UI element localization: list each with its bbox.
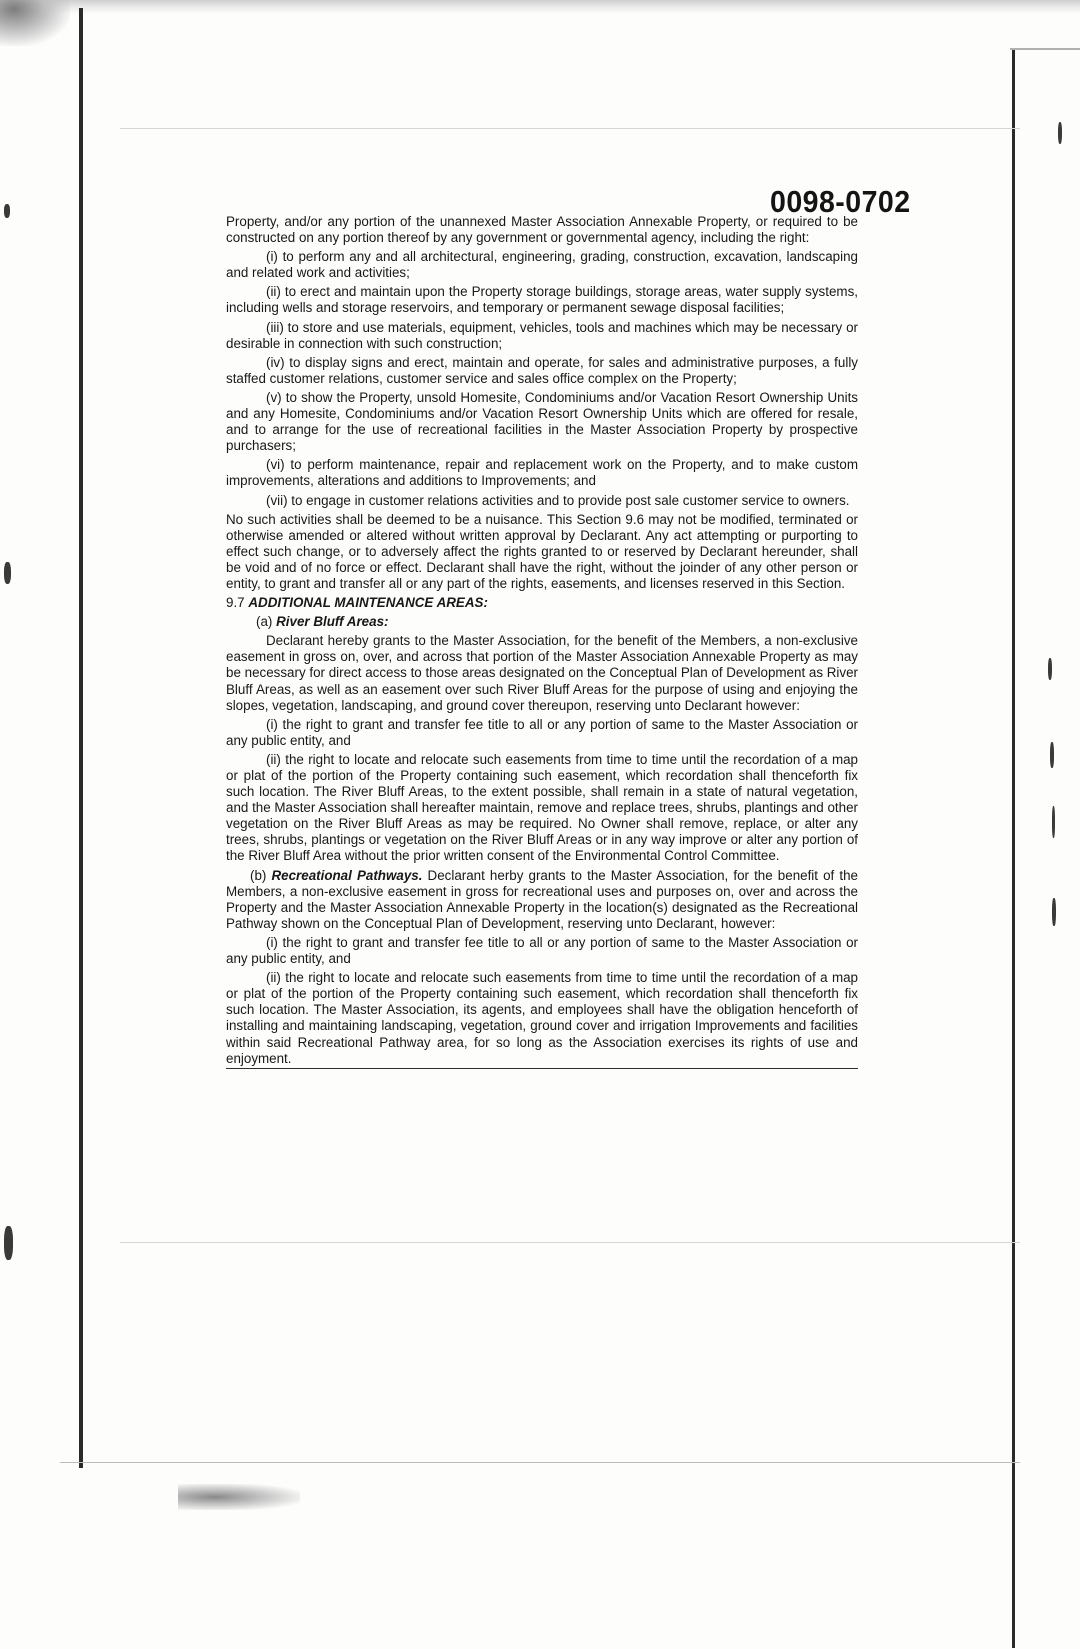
faint-scan-line — [60, 1462, 1020, 1463]
scan-top-edge — [0, 0, 1080, 14]
section-number: 9.7 — [226, 595, 245, 611]
scan-corner-shadow — [0, 0, 70, 46]
left-margin-rule — [79, 8, 83, 1468]
scan-speck — [4, 204, 10, 218]
subsection-label: (a) — [256, 614, 273, 630]
scan-speck — [4, 1226, 13, 1260]
scan-speck — [1058, 122, 1062, 144]
scan-speck — [4, 562, 11, 584]
clause-i: (i) the right to grant and transfer fee title to all or any portion of same to the Master Association or any public entity, and — [226, 934, 858, 967]
scan-speck — [1050, 742, 1054, 768]
subsection-label: (b) — [250, 867, 267, 883]
scan-speck — [1048, 658, 1052, 680]
body-paragraph: Property, and/or any portion of the unannexed Master Association Annexable Property, or required to be constructed on any portion thereof by any government or governmental agency, including the right: — [226, 214, 858, 246]
page-number: 0098-0702 — [770, 184, 911, 219]
scan-speck — [1052, 806, 1055, 838]
subsection-title: Recreational Pathways. — [271, 867, 423, 883]
faint-scan-line — [120, 1242, 1020, 1243]
clause-i: (i) the right to grant and transfer fee title to all or any portion of same to the Master Association or any public entity, and — [226, 716, 858, 748]
clause-iii: (iii) to store and use materials, equipment, vehicles, tools and machines which may be necessary or desirable in connection with such construction; — [226, 319, 858, 351]
scan-smudge — [178, 1484, 300, 1510]
body-paragraph: No such activities shall be deemed to be a nuisance. This Section 9.6 may not be modified, terminated or otherwise amended or altered without written approval by Declarant. Any act attempting or purporting to effect such change, or to adversely affect the rights granted to or reserved by Declarant hereunder, shall be void and of no force or effect. Declarant shall have the right, without the joinder of any other person or entity, to grant and transfer all or any part of the rights, easements, and licenses reserved in this Section. — [226, 511, 858, 591]
document-body — [226, 214, 858, 1072]
clause-v: (v) to show the Property, unsold Homesite, Condominiums and/or Vacation Resort Ownership Units and any Homesite, Condominiums and/or Vacation Resort Ownership Units which are offered for resale, and to arrange for the use of recreational facilities in the Master Association Property by prospective purchasers; — [226, 389, 858, 454]
faint-scan-line — [120, 128, 1020, 129]
body-paragraph: Declarant hereby grants to the Master Association, for the benefit of the Members, a non-exclusive easement in gross on, over, and across that portion of the Master Association Annexable Property as may be necessary for direct access to those areas designated on the Conceptual Plan of Development as River Bluff Areas, as well as an easement over such River Bluff Areas for the purpose of using and enjoying the slopes, vegetation, landscaping, and ground cover thereupon, reserving unto Declarant however: — [226, 633, 858, 713]
clause-iv: (iv) to display signs and erect, maintain and operate, for sales and administrative purposes, a fully staffed customer relations, customer service and sales office complex on the Property; — [226, 354, 858, 386]
clause-ii: (ii) to erect and maintain upon the Property storage buildings, storage areas, water supply systems, including wells and storage reservoirs, and temporary or permanent sewage disposal facilities; — [226, 284, 858, 316]
subsection-paragraph — [226, 868, 858, 932]
subsection-intro: Declarant herby grants to the Master Association, for the benefit of the Members, a non-exclusive easement in gross for recreational uses and purposes on, over and across the Property and the Master Association Annexable Property in the location(s) designated as the Recreational Pathway shown on the Conceptual Plan of Development, reserving unto Declarant, however: — [226, 867, 858, 931]
subsection-heading — [226, 614, 858, 630]
right-margin-rule — [1012, 48, 1015, 1648]
section-heading — [226, 595, 858, 611]
clause-i: (i) to perform any and all architectural, engineering, grading, construction, excavation, landscaping and related work and activities; — [226, 249, 858, 281]
clause-ii: (ii) the right to locate and relocate such easements from time to time until the recordation of a map or plat of the portion of the Property containing such easement, which recordation shall thenceforth fix such location. The Master Association, its agents, and employees shall have the obligation henceforth of installing and maintaining landscaping, vegetation, ground cover and irrigation Improvements and facilities within said Recreational Pathway area, for so long as the Association exercises its rights of use and enjoyment. — [226, 970, 858, 1069]
clause-ii: (ii) the right to locate and relocate such easements from time to time until the recordation of a map or plat of the portion of the Property containing such easement, which recordation shall thenceforth fix such location. The River Bluff Areas, to the extent possible, shall remain in a state of natural vegetation, and the Master Association shall hereafter maintain, remove and replace trees, shrubs, plantings and other vegetation on the River Bluff Areas as may be required. No Owner shall remove, replace, or alter any trees, shrubs, plantings or vegetation on the River Bluff Areas or in any way improve or alter any portion of the River Bluff Area without the prior written consent of the Environmental Control Committee. — [226, 751, 858, 864]
clause-vii: (vii) to engage in customer relations activities and to provide post sale customer service to owners. — [266, 492, 850, 508]
section-title: ADDITIONAL MAINTENANCE AREAS: — [248, 595, 488, 611]
clause-vi: (vi) to perform maintenance, repair and replacement work on the Property, and to make custom improvements, alterations and additions to Improvements; and — [226, 457, 858, 489]
top-right-rule — [1010, 48, 1080, 50]
scan-speck — [1052, 898, 1056, 926]
subsection-title: River Bluff Areas: — [276, 614, 389, 630]
